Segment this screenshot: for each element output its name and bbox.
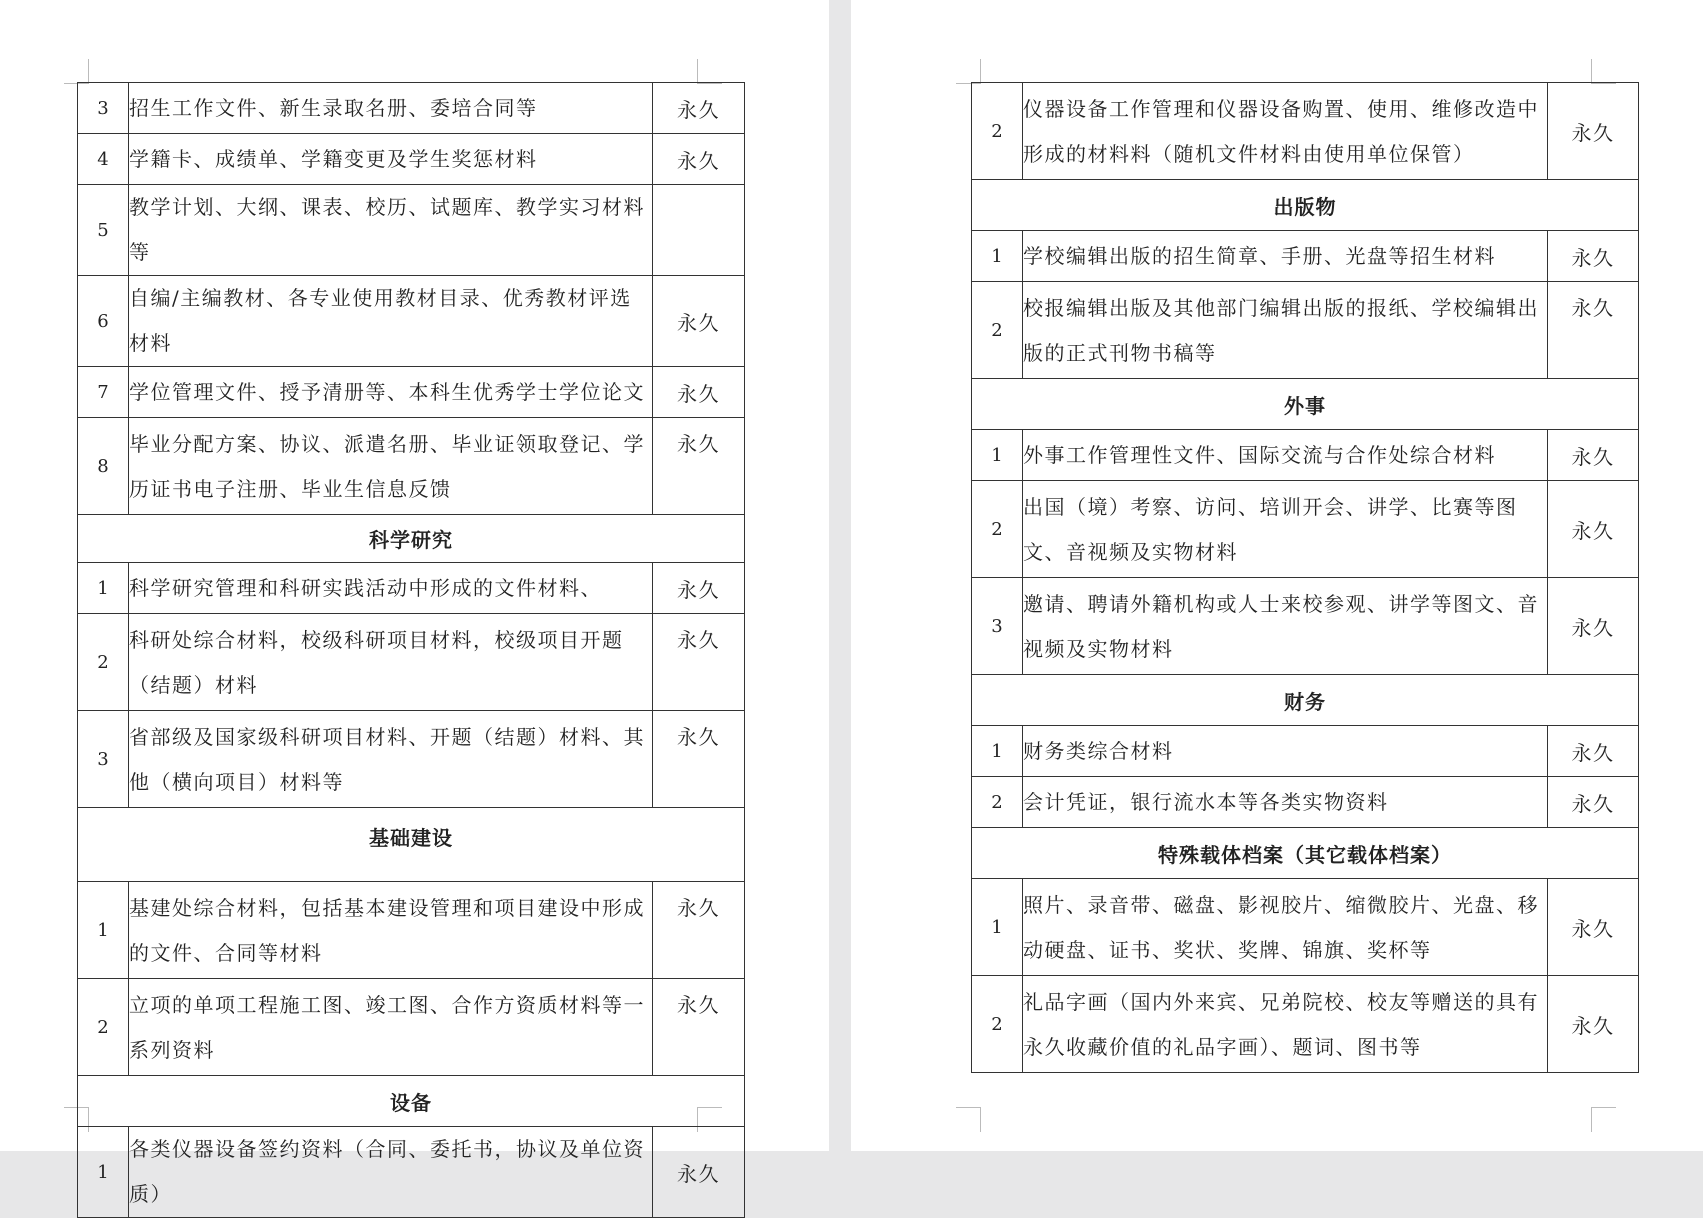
retention-term: 永久: [1548, 578, 1639, 675]
section-title: 特殊载体档案（其它载体档案）: [972, 828, 1639, 879]
item-content: 科研处综合材料，校级科研项目材料，校级项目开题（结题）材料: [129, 614, 653, 711]
page-corner-mark: [956, 1107, 981, 1132]
item-content: 毕业分配方案、协议、派遣名册、毕业证领取登记、学历证书电子注册、毕业生信息反馈: [129, 418, 653, 515]
retention-term: 永久: [653, 882, 745, 979]
retention-term: 永久: [1548, 430, 1639, 481]
section-header-row: [78, 808, 745, 882]
right-page: [851, 0, 1703, 1151]
item-number: 2: [78, 614, 129, 711]
item-content: 学校编辑出版的招生简章、手册、光盘等招生材料: [1023, 231, 1548, 282]
section-header-row: [972, 828, 1639, 879]
retention-term: 永久: [653, 134, 745, 185]
retention-term: 永久: [653, 1127, 745, 1218]
item-content: 省部级及国家级科研项目材料、开题（结题）材料、其他（横向项目）材料等: [129, 711, 653, 808]
item-content: 科学研究管理和科研实践活动中形成的文件材料、: [129, 563, 653, 614]
section-title: 外事: [972, 379, 1639, 430]
section-title: 科学研究: [78, 515, 745, 563]
item-content: 外事工作管理性文件、国际交流与合作处综合材料: [1023, 430, 1548, 481]
item-content: 财务类综合材料: [1023, 726, 1548, 777]
item-number: 2: [972, 282, 1023, 379]
retention-term: 永久: [1548, 777, 1639, 828]
item-number: 2: [972, 83, 1023, 180]
retention-term: 永久: [653, 276, 745, 367]
item-content: 仪器设备工作管理和仪器设备购置、使用、维修改造中形成的材料料（随机文件材料由使用单位保管）: [1023, 83, 1548, 180]
item-number: 1: [78, 882, 129, 979]
retention-term: 永久: [653, 979, 745, 1076]
archive-retention-table: [77, 82, 745, 1218]
item-number: 3: [78, 83, 129, 134]
table-row: [972, 231, 1639, 282]
table-row: [972, 726, 1639, 777]
item-number: 7: [78, 367, 129, 418]
item-content: 立项的单项工程施工图、竣工图、合作方资质材料等一系列资料: [129, 979, 653, 1076]
page-corner-mark: [697, 59, 722, 84]
item-number: 2: [972, 777, 1023, 828]
section-title: 财务: [972, 675, 1639, 726]
retention-term: 永久: [1548, 976, 1639, 1073]
item-number: 3: [972, 578, 1023, 675]
item-number: 2: [972, 481, 1023, 578]
table-row: [972, 83, 1639, 180]
table-row: [78, 276, 745, 367]
item-number: 1: [78, 1127, 129, 1218]
table-row: [78, 563, 745, 614]
retention-term: 永久: [653, 711, 745, 808]
retention-term: 永久: [653, 367, 745, 418]
item-content: 各类仪器设备签约资料（合同、委托书，协议及单位资质）: [129, 1127, 653, 1218]
section-title: 出版物: [972, 180, 1639, 231]
table-row: [78, 882, 745, 979]
left-page: [0, 0, 829, 1206]
page-corner-mark: [956, 59, 981, 84]
section-header-row: [78, 1076, 745, 1127]
item-content: 自编/主编教材、各专业使用教材目录、优秀教材评选材料: [129, 276, 653, 367]
table-row: [78, 1127, 745, 1218]
item-number: 1: [972, 430, 1023, 481]
page-corner-mark: [1591, 59, 1616, 84]
item-content: 会计凭证，银行流水本等各类实物资料: [1023, 777, 1548, 828]
item-number: 1: [972, 879, 1023, 976]
table-row: [78, 367, 745, 418]
retention-term: 永久: [653, 614, 745, 711]
table-row: [972, 777, 1639, 828]
table-row: [78, 711, 745, 808]
item-number: 1: [972, 231, 1023, 282]
table-row: [78, 979, 745, 1076]
item-number: 5: [78, 185, 129, 276]
item-content: 照片、录音带、磁盘、影视胶片、缩微胶片、光盘、移动硬盘、证书、奖状、奖牌、锦旗、奖杯等: [1023, 879, 1548, 976]
item-content: 招生工作文件、新生录取名册、委培合同等: [129, 83, 653, 134]
item-content: 校报编辑出版及其他部门编辑出版的报纸、学校编辑出版的正式刊物书稿等: [1023, 282, 1548, 379]
item-content: 学位管理文件、授予清册等、本科生优秀学士学位论文: [129, 367, 653, 418]
table-row: [972, 976, 1639, 1073]
retention-term: 永久: [1548, 282, 1639, 379]
item-number: 3: [78, 711, 129, 808]
item-content: 出国（境）考察、访问、培训开会、讲学、比赛等图文、音视频及实物材料: [1023, 481, 1548, 578]
section-header-row: [972, 675, 1639, 726]
table-row: [78, 185, 745, 276]
table-row: [972, 430, 1639, 481]
retention-term: 永久: [653, 563, 745, 614]
item-number: 1: [78, 563, 129, 614]
retention-term: 永久: [1548, 481, 1639, 578]
section-title: 基础建设: [78, 808, 745, 882]
item-content: 邀请、聘请外籍机构或人士来校参观、讲学等图文、音视频及实物材料: [1023, 578, 1548, 675]
retention-term: [653, 185, 745, 276]
section-header-row: [972, 379, 1639, 430]
table-row: [78, 134, 745, 185]
archive-retention-table: [971, 82, 1639, 1073]
retention-term: 永久: [653, 83, 745, 134]
page-corner-mark: [64, 59, 89, 84]
retention-term: 永久: [1548, 879, 1639, 976]
section-header-row: [972, 180, 1639, 231]
table-row: [78, 418, 745, 515]
section-header-row: [78, 515, 745, 563]
item-content: 礼品字画（国内外来宾、兄弟院校、校友等赠送的具有永久收藏价值的礼品字画）、题词、图书等: [1023, 976, 1548, 1073]
table-row: [78, 614, 745, 711]
item-content: 教学计划、大纲、课表、校历、试题库、教学实习材料等: [129, 185, 653, 276]
item-number: 2: [78, 979, 129, 1076]
item-content: 学籍卡、成绩单、学籍变更及学生奖惩材料: [129, 134, 653, 185]
item-number: 1: [972, 726, 1023, 777]
table-row: [972, 879, 1639, 976]
page-corner-mark: [1591, 1107, 1616, 1132]
item-number: 4: [78, 134, 129, 185]
table-row: [972, 481, 1639, 578]
retention-term: 永久: [1548, 726, 1639, 777]
item-number: 8: [78, 418, 129, 515]
item-content: 基建处综合材料，包括基本建设管理和项目建设中形成的文件、合同等材料: [129, 882, 653, 979]
retention-term: 永久: [653, 418, 745, 515]
table-row: [972, 282, 1639, 379]
table-row: [972, 578, 1639, 675]
item-number: 6: [78, 276, 129, 367]
section-title: 设备: [78, 1076, 745, 1127]
retention-term: 永久: [1548, 83, 1639, 180]
item-number: 2: [972, 976, 1023, 1073]
table-row: [78, 83, 745, 134]
retention-term: 永久: [1548, 231, 1639, 282]
